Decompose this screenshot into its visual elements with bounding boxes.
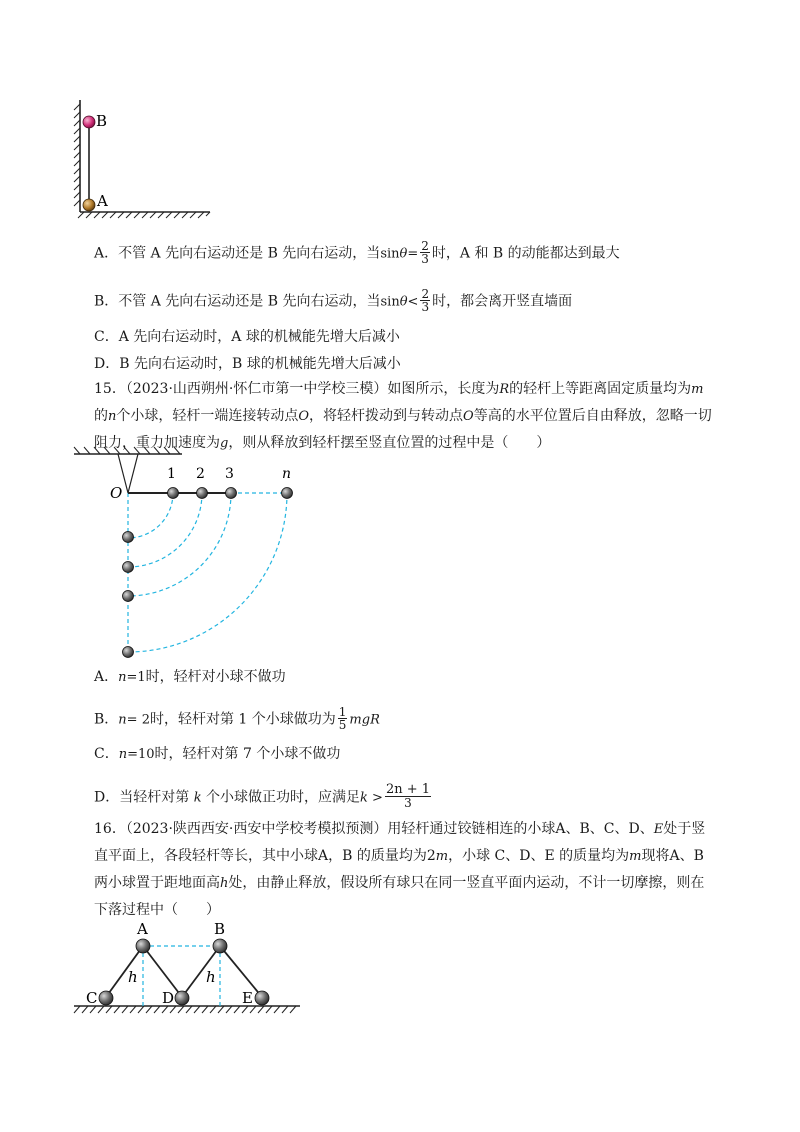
label-h-right: h (206, 968, 216, 986)
ball-a (136, 939, 150, 953)
ball-3 (226, 488, 237, 499)
label-1: 1 (167, 466, 176, 482)
q15-option-b: B．n= 2时，轻杆对第 1 个小球做功为 $\frac{1}{5}$ mgR (94, 705, 380, 732)
fraction: $\frac{2}{3}$ (421, 287, 430, 314)
linkage-figure (70, 920, 310, 1020)
label-a: A (137, 920, 148, 938)
label-o: O (110, 484, 123, 502)
label-3: 3 (225, 466, 234, 482)
ball-2-vertical (123, 562, 134, 573)
label-e: E (242, 989, 253, 1007)
ball-b (83, 116, 95, 128)
q15-option-a: A．n=1时，轻杆对小球不做功 (94, 669, 286, 685)
ball-1 (168, 488, 179, 499)
ball-c (99, 991, 113, 1005)
q15-option-d: D．当轻杆对第 k 个小球做正功时，应满足k > $\frac{2n + 1}{3}$ (94, 782, 431, 810)
wall-figure (70, 100, 220, 225)
ball-d (175, 991, 189, 1005)
fraction: $\frac{1}{5}$ (338, 705, 347, 732)
label-d: D (162, 989, 175, 1007)
q15-option-c: C．n=10时，轻杆对第 7 个小球不做功 (94, 746, 341, 762)
ball-2 (197, 488, 208, 499)
rod-figure (70, 452, 310, 662)
q14-option-d: D．B 先向右运动时，B 球的机械能先增大后减小 (94, 356, 401, 372)
fraction: $\frac{2}{3}$ (421, 239, 429, 266)
ball-3-vertical (123, 591, 134, 602)
q14-option-a: A．不管 A 先向右运动还是 B 先向右运动，当sinθ= $\frac{2}{3}$ 时，A 和 B 的动能都达到最大 (94, 239, 620, 266)
ball-a (83, 199, 95, 211)
label-b: B (96, 112, 108, 130)
ball-1-vertical (123, 532, 134, 543)
label-h-left: h (128, 968, 138, 986)
ball-n (282, 488, 293, 499)
q14-option-b: B．不管 A 先向右运动还是 B 先向右运动，当sinθ< $\frac{2}{3}$ 时，都会离开竖直墙面 (94, 287, 573, 314)
ball-b (213, 939, 227, 953)
ball-e (255, 991, 269, 1005)
label-c: C (86, 989, 98, 1007)
q15-stem: 15．（2023·山西朔州·怀仁市第一中学校三模）如图所示，长度为R的轻杆上等距离固定质量均为m的n个小球，轻杆一端连接转动点O，将轻杆拨动到与转动点O等高的水平位置后自由释放，忽略一切阻力，重力加速度为g，则从释放到轻杆摆至竖直位置的过程中是（ ） (94, 381, 712, 451)
ball-n-vertical (123, 647, 134, 658)
label-b: B (214, 920, 226, 938)
label-2: 2 (196, 466, 205, 482)
q16-stem: 16．（2023·陕西西安·西安中学校考模拟预测）用轻杆通过铰链相连的小球A、B、C、D、E处于竖直平面上，各段轻杆等长，其中小球A，B 的质量均为2m，小球 C、D、E 的质量均为m现将A、B 两小球置于距地面高h处，由静止释放，假设所有球只在同一竖直平面内运动，不计一切摩擦，则在下落过程中（ ） (94, 821, 706, 918)
label-n: n (282, 466, 292, 482)
label-a: A (97, 192, 108, 210)
fraction: $\frac{2n + 1}{3}$ (385, 782, 431, 810)
q14-option-c: C．A 先向右运动时，A 球的机械能先增大后减小 (94, 329, 400, 345)
